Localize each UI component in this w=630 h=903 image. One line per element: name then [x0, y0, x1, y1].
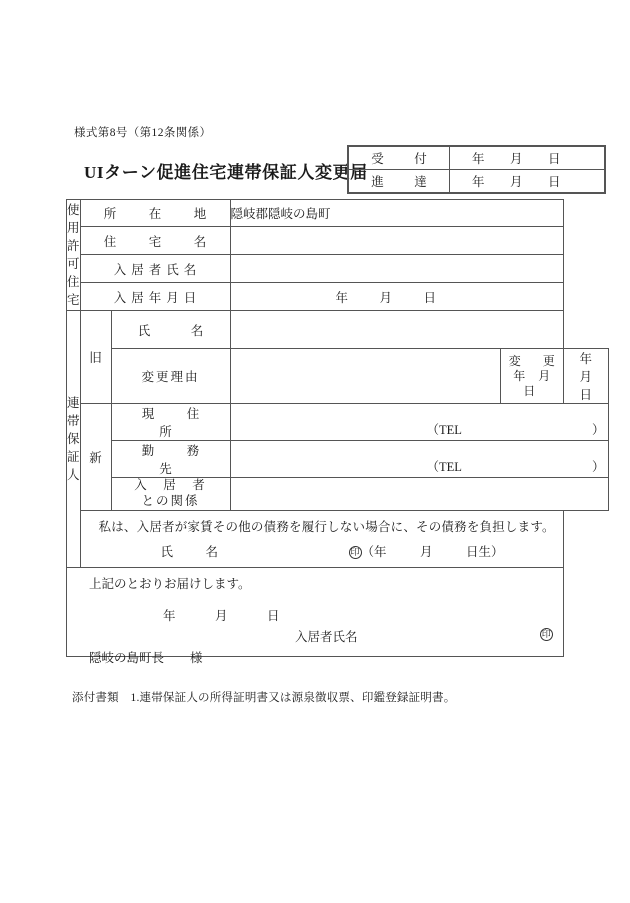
workplace-tel	[427, 457, 605, 475]
receipt-label-uketsuke	[349, 147, 450, 170]
footer-block	[67, 568, 564, 665]
guarantor-label-workplace: 勤 務 先	[111, 441, 230, 478]
guarantor-row-relationship	[67, 478, 609, 511]
footer-day: 日	[267, 609, 280, 623]
birth-year: 年	[374, 545, 387, 559]
housing-row-location	[67, 200, 609, 227]
movein-month: 月	[379, 290, 393, 305]
guarantor-row-change-reason	[67, 349, 609, 404]
pledge-statement: 私は、入居者が家賃その他の債務を履行しない場合に、その債務を負担します。	[98, 520, 555, 534]
change-date-label-line2: 年 月 日	[513, 368, 556, 398]
footer-month: 月	[215, 609, 228, 623]
form-number: 様式第8号（第12条関係）	[74, 127, 212, 139]
birth-month: 月	[420, 545, 433, 559]
housing-label-resident-name: 入居者氏名	[80, 255, 230, 283]
housing-value-resident-name[interactable]	[230, 255, 563, 283]
pledge-signature-line[interactable]	[81, 537, 563, 567]
guarantor-label-relationship	[111, 478, 230, 511]
housing-label-house-name: 住 宅 名	[80, 227, 230, 255]
page-title: UIターン促進住宅連帯保証人変更届	[84, 163, 368, 182]
receipt-label-shintatsu	[349, 170, 450, 193]
movein-day: 日	[423, 290, 437, 305]
housing-label-location: 所 在 地	[80, 200, 230, 227]
receipt-uketsuke-year: 年	[472, 152, 485, 166]
change-date-day: 日	[579, 388, 592, 402]
pledge-block	[80, 511, 563, 568]
guarantor-value-relationship[interactable]	[230, 478, 608, 511]
receipt-uketsuke-day: 日	[548, 152, 561, 166]
seal-icon: 印	[350, 547, 360, 557]
guarantor-value-current-address[interactable]	[230, 404, 608, 441]
housing-label-movein-date: 入居年月日	[80, 283, 230, 311]
guarantor-section-side-label: 連 帯 保 証 人	[67, 311, 81, 568]
attachments-note: 添付書類 1.連帯保証人の所得証明書又は源泉徴収票、印鑑登録証明書。	[72, 692, 456, 704]
receipt-row-uketsuke	[349, 147, 605, 170]
footer-addressee	[89, 648, 203, 666]
guarantor-row-pledge	[67, 511, 609, 568]
guarantor-row-old-name	[67, 311, 609, 349]
guarantor-row-workplace	[67, 441, 609, 478]
guarantor-label-old-name: 氏 名	[111, 311, 230, 349]
applicant-seal-icon: 印	[541, 629, 551, 639]
receipt-uketsuke-month: 月	[510, 152, 523, 166]
relationship-label-line2: との関係	[141, 494, 200, 508]
guarantor-new-label: 新	[80, 404, 111, 511]
guarantor-value-old-name[interactable]	[230, 311, 563, 349]
receipt-row-shintatsu	[349, 170, 605, 193]
housing-row-resident-name	[67, 255, 609, 283]
main-form-table	[66, 199, 609, 665]
receipt-label-shintatsu-text: 進 達	[371, 175, 436, 189]
footer-statement: 上記のとおりお届けします。	[89, 577, 251, 591]
birth-day: 日生）	[466, 545, 504, 559]
footer-row	[67, 568, 609, 657]
tel-open-paren-address: （	[426, 423, 440, 437]
guarantor-label-current-address: 現 住 所	[111, 404, 230, 441]
guarantor-row-current-address	[67, 404, 609, 441]
footer-date[interactable]	[163, 606, 280, 624]
receipt-shintatsu-month: 月	[510, 175, 523, 189]
tel-close-paren-address: ）	[592, 423, 605, 437]
mayor-label: 隠岐の島町長	[89, 651, 165, 665]
tel-label-workplace: TEL	[439, 460, 462, 474]
housing-value-house-name[interactable]	[230, 227, 563, 255]
relationship-label-line1: 入 居 者	[134, 478, 207, 493]
guarantor-label-change-reason: 変更理由	[111, 349, 230, 404]
change-date-year: 年	[579, 352, 592, 366]
current-address-tel	[427, 420, 605, 438]
receipt-date-uketsuke[interactable]	[450, 147, 605, 170]
footer-seal-area	[540, 627, 553, 642]
receipt-date-shintatsu[interactable]	[450, 170, 605, 193]
receipt-label-uketsuke-text: 受 付	[371, 152, 436, 166]
change-date-value[interactable]	[563, 349, 608, 404]
housing-section-side-label: 使 用 許 可 住 宅	[67, 200, 81, 311]
receipt-shintatsu-year: 年	[472, 175, 485, 189]
footer-year: 年	[163, 609, 176, 623]
change-date-label	[500, 349, 563, 404]
mayor-honorific: 様	[190, 651, 203, 665]
pledge-seal-and-birth	[349, 542, 504, 560]
change-date-month: 月	[579, 370, 592, 384]
footer-applicant-label: 入居者氏名	[295, 630, 358, 644]
housing-row-house-name	[67, 227, 609, 255]
receipt-shintatsu-day: 日	[548, 175, 561, 189]
tel-open-paren-workplace: （	[426, 460, 440, 474]
guarantor-value-change-reason[interactable]	[230, 349, 500, 404]
tel-close-paren-workplace: ）	[592, 460, 605, 474]
housing-row-movein-date	[67, 283, 609, 311]
movein-year: 年	[335, 290, 349, 305]
housing-value-location[interactable]: 隠岐郡隠岐の島町	[230, 200, 563, 227]
guarantor-value-workplace[interactable]	[230, 441, 608, 478]
change-date-label-line1: 変 更	[508, 353, 560, 368]
guarantor-old-label: 旧	[80, 311, 111, 404]
tel-label-address: TEL	[439, 423, 462, 437]
birth-open-paren: （	[361, 545, 375, 559]
housing-value-movein-date[interactable]	[230, 283, 563, 311]
receipt-box	[347, 145, 606, 194]
pledge-name-label: 氏 名	[160, 545, 229, 559]
